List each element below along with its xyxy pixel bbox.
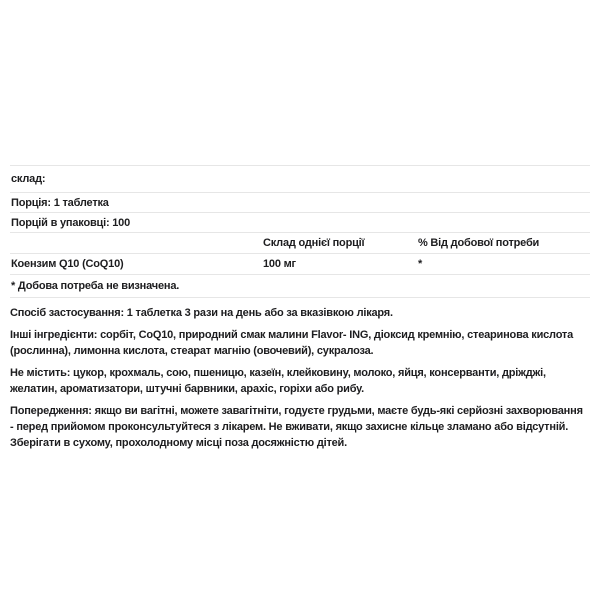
ingredient-name: Коензим Q10 (CoQ10) <box>11 258 124 270</box>
servings-per-container-label: Порцій в упаковці: 100 <box>11 216 131 229</box>
table-header-row <box>10 233 590 254</box>
usage-paragraph: Спосіб застосування: 1 таблетка 3 рази на день або за вказівкою лікаря. <box>10 307 393 319</box>
supplement-facts-panel <box>10 165 590 457</box>
footnote-row <box>10 275 590 298</box>
free-of-paragraph: Не містить: цукор, крохмаль, сою, пшеницю, казеїн, клейковину, молоко, яйця, консерванти, дріжджі, желатин, ароматизатори, штучні барвники, арахіс, горіхи або рибу. <box>10 367 546 395</box>
serving-size-label: Порція: 1 таблетка <box>11 196 109 209</box>
other-ingredients-paragraph: Інші інгредієнти: сорбіт, CoQ10, природний смак малини Flavor- ING, діоксид кремнію, стеаринова кислота (рослинна), лимонна кислота, стеарат магнію (овочевий), сукралоза. <box>10 329 574 357</box>
daily-value-column-header: % Від добової потреби <box>418 237 540 249</box>
servings-per-container-row <box>10 213 590 233</box>
supplement-facts-table <box>10 165 590 298</box>
daily-value-footnote: * Добова потреба не визначена. <box>11 280 180 292</box>
composition-heading-label: склад: <box>11 173 46 185</box>
ingredient-amount: 100 мг <box>263 258 296 270</box>
amount-column-header: Склад однієї порції <box>263 237 365 249</box>
ingredient-daily-value: * <box>418 258 423 270</box>
ingredient-row <box>10 254 590 275</box>
warning-paragraph: Попередження: якщо ви вагітні, можете завагітніти, годуєте грудьми, маєте будь-які серйозні захворювання - перед прийомом проконсультуйтеся з лікарем. Не вживати, якщо захисне кільце зламано або відсутній. Зберігати в сухому, прохолодному місці поза досяжністю дітей. <box>10 405 583 449</box>
description-paragraphs <box>10 305 588 451</box>
composition-heading-row <box>10 166 590 193</box>
serving-size-row <box>10 193 590 213</box>
